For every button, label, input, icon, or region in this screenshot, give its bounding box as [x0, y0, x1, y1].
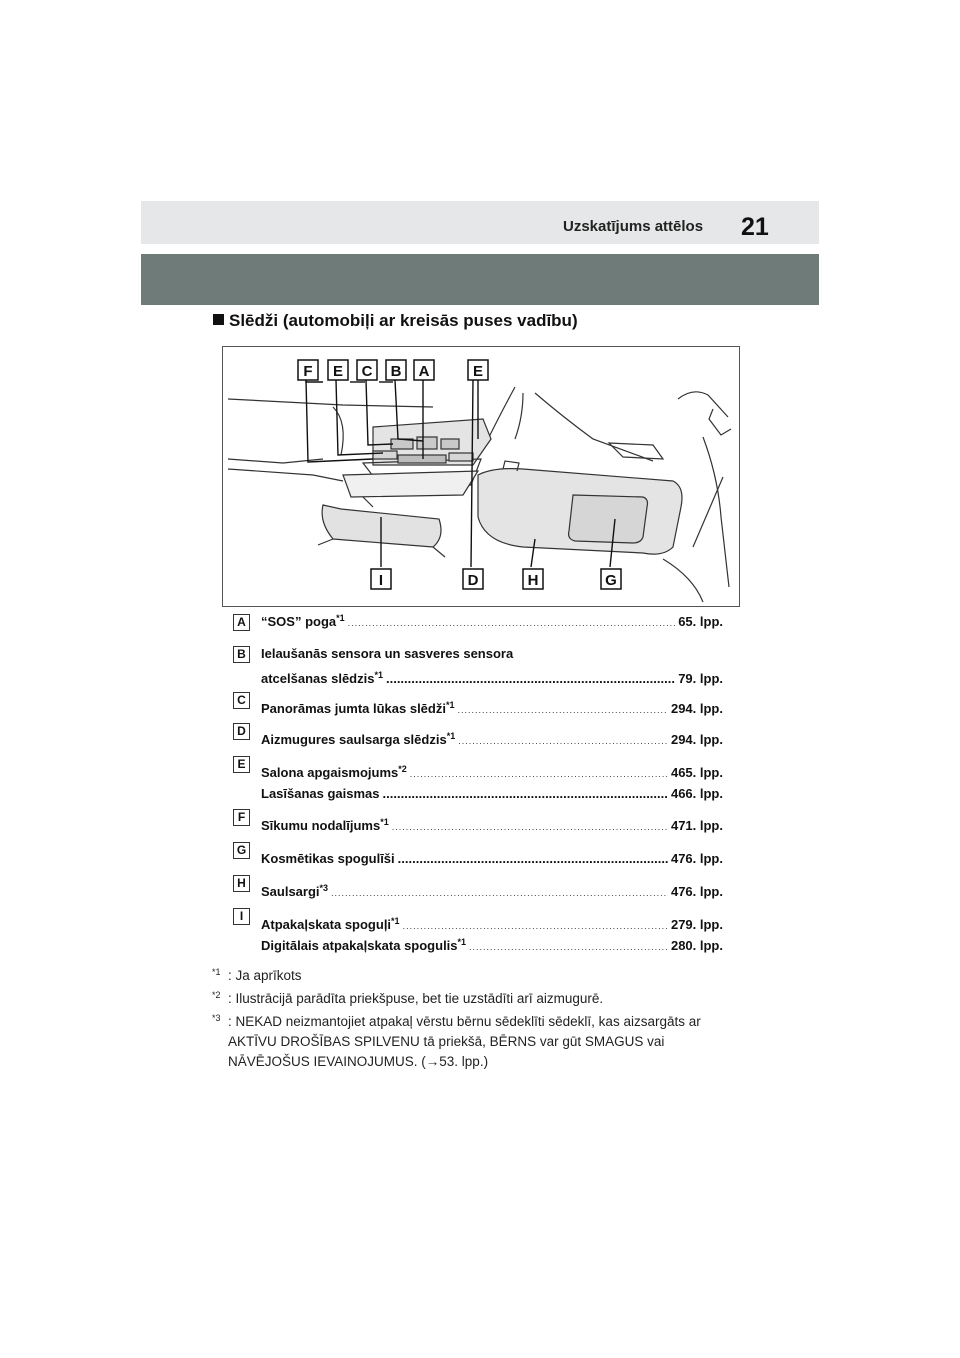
legend-line	[261, 646, 723, 671]
legend-list	[233, 614, 723, 959]
leader-dots	[383, 786, 668, 801]
footnote-text: : NEKAD neizmantojiet atpakaļ vērstu bērnu sēdeklīti sēdeklī, kas aizsargāts ar AKTĪVU DROŠĪBAS SPILVENU tā priekšā, BĒRNS var gūt SMAGUS vai NĀVĒJOŠUS IEVAINOJUMUS. (→53. lpp.)	[228, 1014, 701, 1069]
footnote-mark: *1	[212, 967, 221, 977]
legend-line	[261, 701, 723, 722]
label-box: I	[378, 572, 384, 589]
overhead-console-drawing	[223, 347, 741, 608]
leader-dots	[469, 942, 668, 952]
legend-letter: D	[233, 723, 250, 740]
leader-dots	[386, 671, 675, 686]
label-box: B	[390, 363, 402, 380]
legend-letter: C	[233, 692, 250, 709]
legend-entry-e	[233, 757, 723, 807]
page-ref: 476. lpp.	[670, 851, 723, 866]
footnote	[212, 989, 742, 1009]
legend-line	[261, 614, 723, 635]
legend-text: Sīkumu nodalījums$^{*1}$	[261, 817, 389, 833]
footnote	[212, 1012, 742, 1072]
legend-text: Salona apgaismojums$^{*2}$	[261, 764, 407, 780]
legend-entry-g	[233, 843, 723, 872]
legend-line	[261, 851, 723, 872]
footnote-mark: *2	[212, 990, 221, 1000]
legend-text: Aizmugures saulsarga slēdzis$^{*1}$	[261, 731, 456, 747]
legend-letter: I	[233, 908, 250, 925]
section-title-text: Slēdži (automobiļi ar kreisās puses vadību)	[229, 311, 578, 330]
label-box: F	[303, 363, 313, 380]
header-section-title: Uzskatījums attēlos	[563, 218, 704, 235]
legend-entry-b	[233, 646, 723, 692]
legend-text: Panorāmas jumta lūkas slēdži$^{*1}$	[261, 700, 455, 716]
legend-text: Lasīšanas gaismas	[261, 786, 380, 801]
leader-dots	[457, 705, 667, 715]
legend-line	[261, 917, 723, 938]
page-ref: 280. lpp.	[670, 938, 723, 953]
switch-illustration	[222, 346, 740, 607]
square-bullet-icon	[213, 314, 224, 325]
legend-entry-c	[233, 693, 723, 722]
legend-line	[261, 732, 723, 753]
label-box: D	[467, 572, 479, 589]
page-ref: 471. lpp.	[670, 818, 723, 833]
legend-entry-a	[233, 614, 723, 635]
leader-dots	[348, 618, 676, 628]
legend-text: Saulsargi$^{*3}$	[261, 883, 329, 899]
legend-line	[261, 786, 723, 807]
page-ref: 279. lpp.	[670, 917, 723, 932]
footnote-mark: *3	[212, 1013, 221, 1023]
label-box: C	[361, 363, 373, 380]
legend-text: Kosmētikas spogulīši	[261, 851, 395, 866]
legend-line	[261, 765, 723, 786]
page-ref: 294. lpp.	[670, 701, 723, 716]
page-ref: 294. lpp.	[670, 732, 723, 747]
legend-letter: E	[233, 756, 250, 773]
leader-dots	[410, 769, 668, 779]
label-box: A	[418, 363, 430, 380]
page-ref: 65. lpp.	[678, 614, 723, 629]
page-ref: 466. lpp.	[670, 786, 723, 801]
legend-text: Digitālais atpakaļskata spogulis$^{*1}$	[261, 937, 467, 953]
page-ref: 476. lpp.	[670, 884, 723, 899]
label-box: G	[605, 572, 617, 589]
legend-text: atcelšanas slēdzis$^{*1}$	[261, 670, 383, 686]
legend-text: Ielaušanās sensora un sasveres sensora	[261, 646, 514, 661]
legend-text: Atpakaļskata spoguļi$^{*1}$	[261, 916, 400, 932]
page-ref: 79. lpp.	[678, 671, 723, 686]
leader-dots	[458, 736, 668, 746]
leader-dots	[403, 921, 668, 931]
leader-dots	[392, 822, 668, 832]
legend-letter: A	[233, 614, 250, 631]
footnotes	[212, 966, 742, 1075]
legend-entry-d	[233, 724, 723, 753]
header-bar	[141, 201, 819, 244]
section-title	[213, 311, 578, 331]
legend-letter: B	[233, 646, 250, 663]
legend-line	[261, 938, 723, 959]
legend-letter: F	[233, 809, 250, 826]
figure-top-labels	[298, 360, 488, 380]
legend-entry-f	[233, 810, 723, 839]
legend-entry-i	[233, 909, 723, 959]
label-box: H	[527, 572, 539, 589]
legend-text: “SOS” poga$^{*1}$	[261, 613, 345, 629]
legend-entry-h	[233, 876, 723, 905]
legend-line	[261, 818, 723, 839]
figure-bottom-labels	[371, 569, 621, 589]
footnote-text: : Ilustrācijā parādīta priekšpuse, bet tie uzstādīti arī aizmugurē.	[228, 991, 604, 1006]
footnote-text: : Ja aprīkots	[228, 968, 302, 983]
leader-dots	[398, 851, 668, 866]
header-band	[141, 254, 819, 305]
legend-letter: G	[233, 842, 250, 859]
label-box: E	[472, 363, 484, 380]
footnote	[212, 966, 742, 986]
leader-dots	[331, 888, 668, 898]
page-ref: 465. lpp.	[670, 765, 723, 780]
legend-line	[261, 884, 723, 905]
page-number: 21	[741, 213, 769, 241]
legend-line	[261, 671, 723, 692]
legend-letter: H	[233, 875, 250, 892]
label-box: E	[332, 363, 344, 380]
